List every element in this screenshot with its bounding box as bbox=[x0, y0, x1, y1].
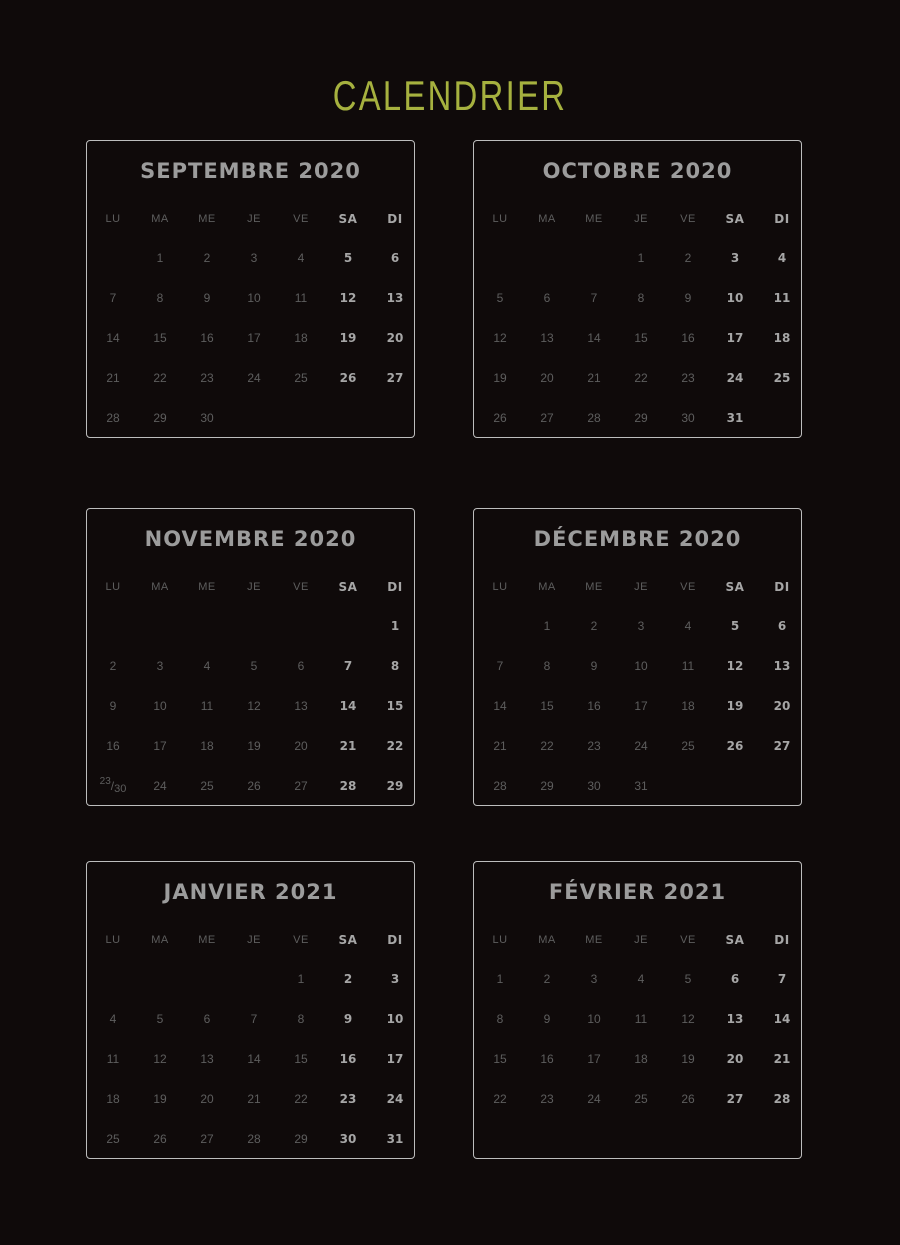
day-cell: 15 bbox=[493, 1052, 507, 1066]
month-title: JANVIER 2021 bbox=[163, 880, 338, 904]
day-cell: 8 bbox=[297, 1012, 305, 1026]
day-cell: 19 bbox=[493, 371, 507, 385]
weekday-header-sa: SA bbox=[338, 933, 358, 947]
weekday-header-ve: VE bbox=[293, 213, 309, 225]
day-cell: 22 bbox=[493, 1092, 507, 1106]
day-cell: 28 bbox=[339, 779, 357, 793]
day-cell: 5 bbox=[496, 291, 504, 305]
day-cell: 13 bbox=[386, 291, 404, 305]
day-cell: 2 bbox=[203, 251, 211, 265]
month-card-november-2020 bbox=[86, 508, 415, 806]
day-cell: 12 bbox=[247, 699, 261, 713]
day-cell: 27 bbox=[386, 371, 404, 385]
weekday-header-di: DI bbox=[387, 580, 403, 594]
day-cell: 3 bbox=[590, 972, 598, 986]
day-cell: 26 bbox=[153, 1132, 167, 1146]
day-cell: 18 bbox=[773, 331, 791, 345]
weekday-header-di: DI bbox=[774, 212, 790, 226]
day-cell: 14 bbox=[339, 699, 357, 713]
day-cell: 8 bbox=[156, 291, 164, 305]
day-cell: 10 bbox=[247, 291, 261, 305]
day-cell: 26 bbox=[493, 411, 507, 425]
day-cell: 4 bbox=[297, 251, 305, 265]
month-title: OCTOBRE 2020 bbox=[542, 159, 733, 183]
day-cell: 29 bbox=[386, 779, 404, 793]
day-cell: 30 bbox=[681, 411, 695, 425]
day-cell: 14 bbox=[773, 1012, 791, 1026]
weekday-header-ve: VE bbox=[680, 581, 696, 593]
day-cell: 25 bbox=[106, 1132, 120, 1146]
day-cell: 16 bbox=[681, 331, 695, 345]
day-cell: 25 bbox=[773, 371, 791, 385]
day-cell: 24 bbox=[726, 371, 744, 385]
day-cell: 28 bbox=[106, 411, 120, 425]
day-cell: 1 bbox=[496, 972, 504, 986]
day-cell: 25 bbox=[294, 371, 308, 385]
weekday-header-je: JE bbox=[247, 213, 261, 225]
day-cell: 7 bbox=[109, 291, 117, 305]
day-cell: 21 bbox=[587, 371, 601, 385]
page-title: CALENDRIER bbox=[332, 72, 568, 119]
day-cell: 4 bbox=[637, 972, 645, 986]
day-cell: 29 bbox=[540, 779, 554, 793]
day-cell: 19 bbox=[247, 739, 261, 753]
day-cell: 23 bbox=[681, 371, 695, 385]
day-cell: 27 bbox=[294, 779, 308, 793]
day-cell: 2 bbox=[684, 251, 692, 265]
weekday-header-me: ME bbox=[198, 213, 216, 225]
day-cell: 7 bbox=[496, 659, 504, 673]
day-cell: 31 bbox=[726, 411, 744, 425]
day-cell: 7 bbox=[777, 972, 787, 986]
day-cell: 15 bbox=[634, 331, 648, 345]
day-cell: 17 bbox=[386, 1052, 404, 1066]
month-title: NOVEMBRE 2020 bbox=[144, 527, 357, 551]
day-cell: 24 bbox=[153, 779, 167, 793]
day-cell: 9 bbox=[684, 291, 692, 305]
day-cell: 28 bbox=[493, 779, 507, 793]
weekday-header-sa: SA bbox=[725, 933, 745, 947]
day-cell: 3 bbox=[250, 251, 258, 265]
day-cell: 12 bbox=[681, 1012, 695, 1026]
day-cell: 16 bbox=[540, 1052, 554, 1066]
day-cell: 11 bbox=[294, 291, 308, 305]
month-title: SEPTEMBRE 2020 bbox=[140, 159, 361, 183]
weekday-header-ve: VE bbox=[680, 934, 696, 946]
day-cell: 29 bbox=[634, 411, 648, 425]
day-cell: 25 bbox=[634, 1092, 648, 1106]
day-cell: 1 bbox=[637, 251, 645, 265]
day-cell: 18 bbox=[681, 699, 695, 713]
day-cell: 31 bbox=[634, 779, 648, 793]
day-cell: 16 bbox=[339, 1052, 357, 1066]
day-cell: 18 bbox=[634, 1052, 648, 1066]
day-cell: 5 bbox=[250, 659, 258, 673]
day-cell: 26 bbox=[339, 371, 357, 385]
day-cell: 23 bbox=[540, 1092, 554, 1106]
month-card-february-2021 bbox=[473, 861, 802, 1159]
day-cell: 9 bbox=[343, 1012, 353, 1026]
weekday-header-di: DI bbox=[774, 933, 790, 947]
day-cell: 22 bbox=[294, 1092, 308, 1106]
day-cell: 22 bbox=[153, 371, 167, 385]
day-cell: 5 bbox=[156, 1012, 164, 1026]
day-cell: 13 bbox=[294, 699, 308, 713]
day-cell: 28 bbox=[773, 1092, 791, 1106]
month-card-october-2020 bbox=[473, 140, 802, 438]
weekday-header-ve: VE bbox=[293, 934, 309, 946]
day-cell: 24 bbox=[386, 1092, 404, 1106]
weekday-header-ma: MA bbox=[538, 213, 556, 225]
day-cell: 10 bbox=[587, 1012, 601, 1026]
weekday-header-je: JE bbox=[634, 213, 648, 225]
day-cell: 23 bbox=[200, 371, 214, 385]
weekday-header-ma: MA bbox=[151, 581, 169, 593]
month-title: DÉCEMBRE 2020 bbox=[533, 527, 742, 551]
day-cell: 22 bbox=[634, 371, 648, 385]
weekday-header-sa: SA bbox=[338, 212, 358, 226]
day-cell: 2 bbox=[343, 972, 353, 986]
weekday-header-ma: MA bbox=[151, 213, 169, 225]
day-cell: 3 bbox=[156, 659, 164, 673]
day-cell: 11 bbox=[681, 659, 695, 673]
day-cell: 20 bbox=[773, 699, 791, 713]
day-cell: 1 bbox=[390, 619, 400, 633]
day-cell: 3 bbox=[730, 251, 740, 265]
day-cell: 17 bbox=[726, 331, 744, 345]
day-cell: 16 bbox=[200, 331, 214, 345]
weekday-header-je: JE bbox=[247, 934, 261, 946]
day-cell: 5 bbox=[730, 619, 740, 633]
day-cell: 20 bbox=[540, 371, 554, 385]
day-cell: 22 bbox=[386, 739, 404, 753]
day-cell: 6 bbox=[777, 619, 787, 633]
day-cell: 16 bbox=[587, 699, 601, 713]
weekday-header-di: DI bbox=[774, 580, 790, 594]
day-cell: 21 bbox=[339, 739, 357, 753]
day-cell: 15 bbox=[386, 699, 404, 713]
day-cell: 6 bbox=[390, 251, 400, 265]
weekday-header-lu: LU bbox=[105, 934, 121, 946]
day-cell: 14 bbox=[493, 699, 507, 713]
day-cell: 10 bbox=[634, 659, 648, 673]
day-cell: 15 bbox=[294, 1052, 308, 1066]
weekday-header-je: JE bbox=[634, 581, 648, 593]
day-cell: 24 bbox=[587, 1092, 601, 1106]
day-cell: 14 bbox=[247, 1052, 261, 1066]
day-cell: 17 bbox=[634, 699, 648, 713]
day-cell: 5 bbox=[343, 251, 353, 265]
day-cell: 11 bbox=[200, 699, 214, 713]
day-cell: 1 bbox=[297, 972, 305, 986]
day-cell: 29 bbox=[294, 1132, 308, 1146]
weekday-header-ve: VE bbox=[293, 581, 309, 593]
day-cell: 28 bbox=[247, 1132, 261, 1146]
weekday-header-lu: LU bbox=[492, 213, 508, 225]
weekday-header-ma: MA bbox=[538, 581, 556, 593]
weekday-header-lu: LU bbox=[105, 581, 121, 593]
day-cell: 26 bbox=[726, 739, 744, 753]
day-cell: 29 bbox=[153, 411, 167, 425]
day-cell: 19 bbox=[726, 699, 744, 713]
month-title: FÉVRIER 2021 bbox=[548, 880, 727, 904]
day-cell: 2 bbox=[543, 972, 551, 986]
day-cell: 12 bbox=[153, 1052, 167, 1066]
day-cell: 24 bbox=[634, 739, 648, 753]
day-cell: 3 bbox=[390, 972, 400, 986]
day-cell: 28 bbox=[587, 411, 601, 425]
day-cell: $^{23}$/30 bbox=[99, 776, 127, 795]
day-cell: 16 bbox=[106, 739, 120, 753]
day-cell: 21 bbox=[773, 1052, 791, 1066]
day-cell: 9 bbox=[203, 291, 211, 305]
day-cell: 12 bbox=[726, 659, 744, 673]
day-cell: 17 bbox=[247, 331, 261, 345]
weekday-header-ma: MA bbox=[151, 934, 169, 946]
weekday-header-me: ME bbox=[198, 581, 216, 593]
day-cell: 15 bbox=[153, 331, 167, 345]
day-cell: 10 bbox=[726, 291, 744, 305]
day-cell: 18 bbox=[106, 1092, 120, 1106]
day-cell: 21 bbox=[247, 1092, 261, 1106]
day-cell: 10 bbox=[153, 699, 167, 713]
weekday-header-je: JE bbox=[634, 934, 648, 946]
day-cell: 21 bbox=[493, 739, 507, 753]
day-cell: 30 bbox=[200, 411, 214, 425]
day-cell: 24 bbox=[247, 371, 261, 385]
day-cell: 8 bbox=[543, 659, 551, 673]
day-cell: 13 bbox=[773, 659, 791, 673]
day-cell: 20 bbox=[386, 331, 404, 345]
day-cell: 14 bbox=[106, 331, 120, 345]
day-cell: 20 bbox=[200, 1092, 214, 1106]
day-cell: 4 bbox=[109, 1012, 117, 1026]
day-cell: 26 bbox=[247, 779, 261, 793]
day-cell: 2 bbox=[109, 659, 117, 673]
weekday-header-ma: MA bbox=[538, 934, 556, 946]
day-cell: 2 bbox=[590, 619, 598, 633]
weekday-header-lu: LU bbox=[492, 934, 508, 946]
weekday-header-me: ME bbox=[585, 934, 603, 946]
day-cell: 23 bbox=[339, 1092, 357, 1106]
day-cell: 31 bbox=[386, 1132, 404, 1146]
day-cell: 20 bbox=[726, 1052, 744, 1066]
day-cell: 12 bbox=[339, 291, 357, 305]
day-cell: 12 bbox=[493, 331, 507, 345]
weekday-header-sa: SA bbox=[725, 580, 745, 594]
day-cell: 15 bbox=[540, 699, 554, 713]
day-cell: 27 bbox=[726, 1092, 744, 1106]
day-cell: 21 bbox=[106, 371, 120, 385]
day-cell: 13 bbox=[726, 1012, 744, 1026]
weekday-header-sa: SA bbox=[338, 580, 358, 594]
day-cell: 8 bbox=[637, 291, 645, 305]
day-cell: 13 bbox=[540, 331, 554, 345]
day-cell: 30 bbox=[339, 1132, 357, 1146]
weekday-header-sa: SA bbox=[725, 212, 745, 226]
day-cell: 4 bbox=[684, 619, 692, 633]
day-cell: 27 bbox=[773, 739, 791, 753]
day-cell: 9 bbox=[109, 699, 117, 713]
day-cell: 4 bbox=[203, 659, 211, 673]
weekday-header-lu: LU bbox=[105, 213, 121, 225]
month-card-january-2021 bbox=[86, 861, 415, 1159]
weekday-header-me: ME bbox=[585, 213, 603, 225]
month-card-september-2020 bbox=[86, 140, 415, 438]
day-cell: 23 bbox=[587, 739, 601, 753]
day-cell: 8 bbox=[390, 659, 400, 673]
weekday-header-di: DI bbox=[387, 212, 403, 226]
weekday-header-ve: VE bbox=[680, 213, 696, 225]
day-cell: 19 bbox=[153, 1092, 167, 1106]
day-cell: 6 bbox=[203, 1012, 211, 1026]
day-cell: 22 bbox=[540, 739, 554, 753]
day-cell: 25 bbox=[681, 739, 695, 753]
weekday-header-lu: LU bbox=[492, 581, 508, 593]
day-cell: 27 bbox=[200, 1132, 214, 1146]
weekday-header-me: ME bbox=[198, 934, 216, 946]
day-cell: 11 bbox=[773, 291, 791, 305]
day-cell: 4 bbox=[777, 251, 787, 265]
day-cell: 6 bbox=[543, 291, 551, 305]
day-cell: 17 bbox=[153, 739, 167, 753]
day-cell: 3 bbox=[637, 619, 645, 633]
day-cell: 5 bbox=[684, 972, 692, 986]
day-cell: 17 bbox=[587, 1052, 601, 1066]
day-cell: 6 bbox=[297, 659, 305, 673]
weekday-header-di: DI bbox=[387, 933, 403, 947]
day-cell: 20 bbox=[294, 739, 308, 753]
day-cell: 14 bbox=[587, 331, 601, 345]
day-cell: 30 bbox=[587, 779, 601, 793]
weekday-header-je: JE bbox=[247, 581, 261, 593]
day-cell: 27 bbox=[540, 411, 554, 425]
day-cell: 18 bbox=[200, 739, 214, 753]
day-cell: 1 bbox=[543, 619, 551, 633]
day-cell: 7 bbox=[343, 659, 353, 673]
day-cell: 18 bbox=[294, 331, 308, 345]
day-cell: 7 bbox=[250, 1012, 258, 1026]
day-cell: 6 bbox=[730, 972, 740, 986]
day-cell: 25 bbox=[200, 779, 214, 793]
month-card-december-2020 bbox=[473, 508, 802, 806]
day-cell: 9 bbox=[590, 659, 598, 673]
day-cell: 11 bbox=[106, 1052, 120, 1066]
weekday-header-me: ME bbox=[585, 581, 603, 593]
day-cell: 19 bbox=[681, 1052, 695, 1066]
day-cell: 26 bbox=[681, 1092, 695, 1106]
day-cell: 10 bbox=[386, 1012, 404, 1026]
day-cell: 7 bbox=[590, 291, 598, 305]
day-cell: 9 bbox=[543, 1012, 551, 1026]
day-cell: 8 bbox=[496, 1012, 504, 1026]
day-cell: 1 bbox=[156, 251, 164, 265]
day-cell: 11 bbox=[634, 1012, 648, 1026]
day-cell: 19 bbox=[339, 331, 357, 345]
day-cell: 13 bbox=[200, 1052, 214, 1066]
